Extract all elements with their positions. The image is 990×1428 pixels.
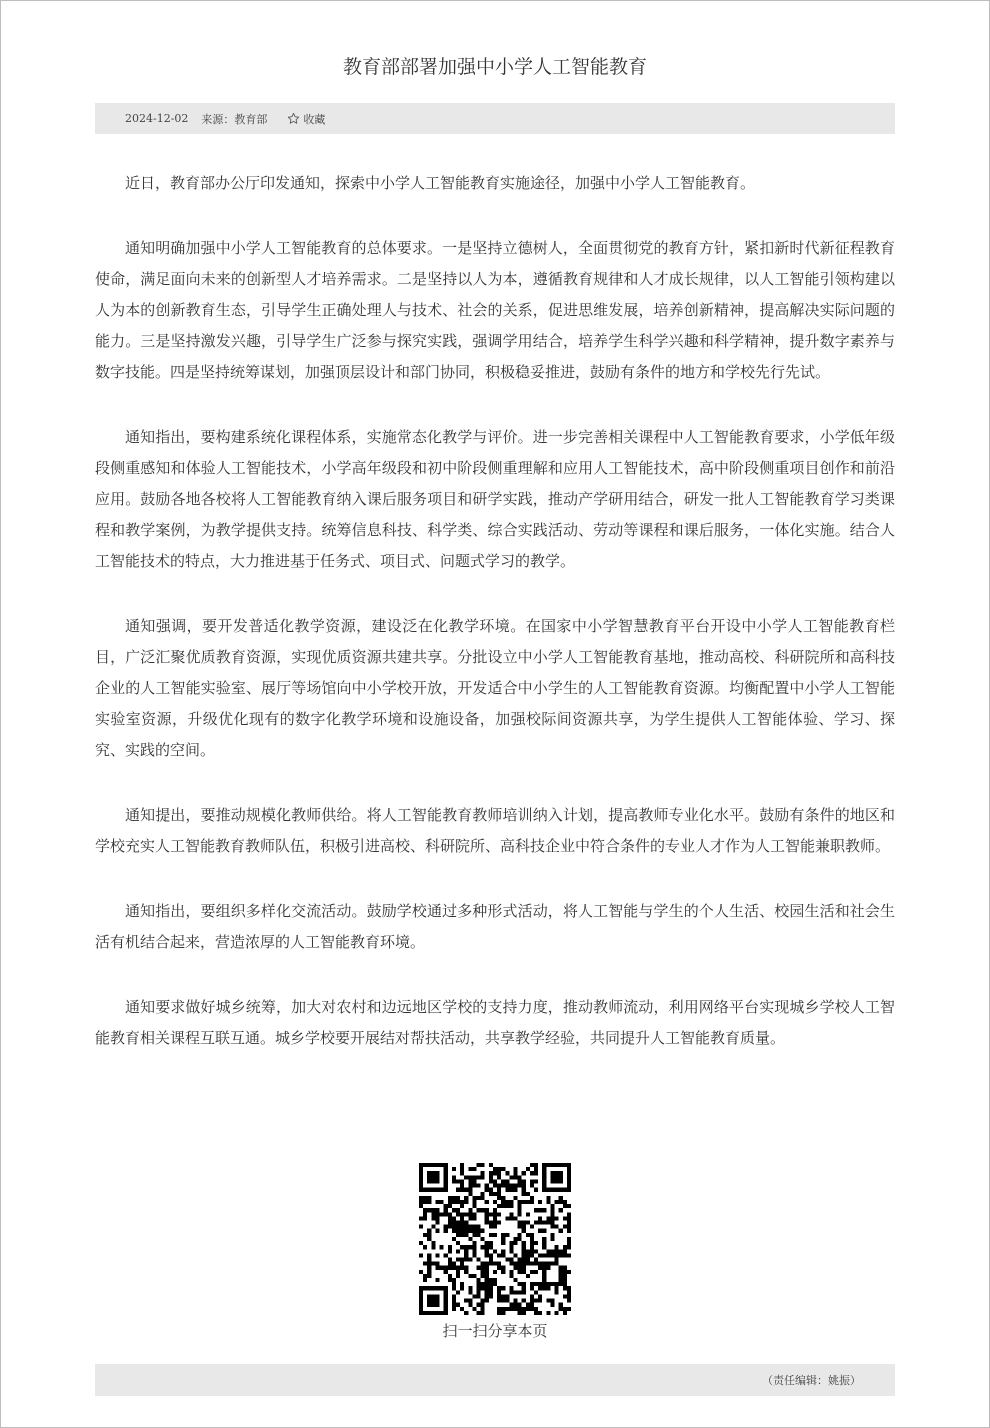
article-paragraph: 通知指出，要构建系统化课程体系，实施常态化教学与评价。进一步完善相关课程中人工智能教育要求，小学低年级段侧重感知和体验人工智能技术，小学高年级段和初中阶段侧重理解和应用人工智能技术，高中阶段侧重项目创作和前沿应用。鼓励各地各校将人工智能教育纳入课后服务项目和研学实践，推动产学研用结合，研发一批人工智能教育学习类课程和教学案例，为教学提供支持。统筹信息科技、科学类、综合实践活动、劳动等课程和课后服务，一体化实施。结合人工智能技术的特点，大力推进基于任务式、项目式、问题式学习的教学。 [95,428,895,570]
article-meta-bar [95,103,895,134]
publish-date: 2024-12-02 [125,112,189,125]
star-outline-icon [287,112,300,125]
article-paragraph: 近日，教育部办公厅印发通知，探索中小学人工智能教育实施途径，加强中小学人工智能教育。 [125,174,756,192]
article-body [95,168,895,1088]
share-qr-code[interactable] [419,1163,571,1315]
favorite-button[interactable] [287,111,325,127]
article-paragraph: 通知要求做好城乡统筹，加大对农村和边远地区学校的支持力度，推动教师流动，利用网络平台实现城乡学校人工智能教育相关课程互联互通。城乡学校要开展结对帮扶活动，共享教学经验，共同提升人工智能教育质量。 [95,998,895,1047]
responsible-editor: （责任编辑：姚振） [762,1374,861,1387]
article-footer-bar [95,1364,895,1396]
article-title: 教育部部署加强中小学人工智能教育 [342,56,647,78]
article-paragraph: 通知指出，要组织多样化交流活动。鼓励学校通过多种形式活动，将人工智能与学生的个人生活、校园生活和社会生活有机结合起来，营造浓厚的人工智能教育环境。 [95,902,895,951]
article-source: 来源：教育部 [201,112,268,126]
favorite-label: 收藏 [303,112,326,126]
share-qr-block [418,1163,572,1341]
article-paragraph: 通知强调，要开发普适化教学资源，建设泛在化教学环境。在国家中小学智慧教育平台开设中小学人工智能教育栏目，广泛汇聚优质教育资源，实现优质资源共建共享。分批设立中小学人工智能教育基地，推动高校、科研院所和高科技企业的人工智能实验室、展厅等场馆向中小学校开放，开发适合中小学生的人工智能教育资源。均衡配置中小学人工智能实验室资源，升级优化现有的数字化教学环境和设施设备，加强校际间资源共享，为学生提供人工智能体验、学习、探究、实践的空间。 [95,617,895,759]
article-paragraph: 通知提出，要推动规模化教师供给。将人工智能教育教师培训纳入计划，提高教师专业化水平。鼓励有条件的地区和学校充实人工智能教育教师队伍，积极引进高校、科研院所、高科技企业中符合条件的专业人才作为人工智能兼职教师。 [95,806,895,855]
share-caption: 扫一扫分享本页 [442,1322,548,1340]
article-paragraph: 通知明确加强中小学人工智能教育的总体要求。一是坚持立德树人，全面贯彻党的教育方针，紧扣新时代新征程教育使命，满足面向未来的创新型人才培养需求。二是坚持以人为本，遵循教育规律和人才成长规律，以人工智能引领构建以人为本的创新教育生态，引导学生正确处理人与技术、社会的关系，促进思维发展，培养创新精神，提高解决实际问题的能力。三是坚持激发兴趣，引导学生广泛参与探究实践，强调学用结合，培养学生科学兴趣和科学精神，提升数字素养与数字技能。四是坚持统筹谋划，加强顶层设计和部门协同，积极稳妥推进，鼓励有条件的地方和学校先行先试。 [95,239,895,381]
